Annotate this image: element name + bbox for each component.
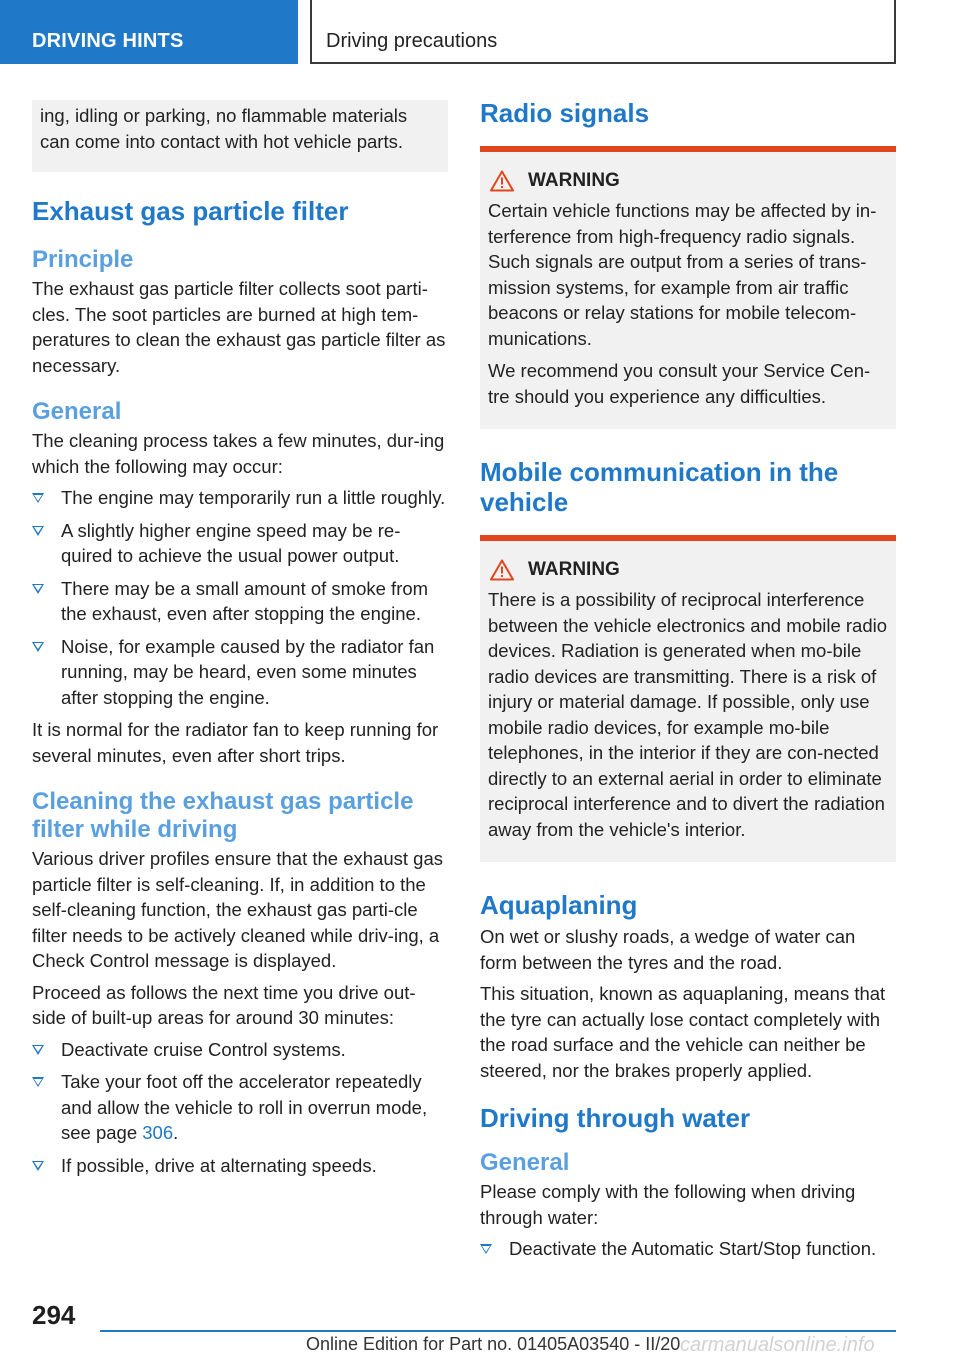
warning-box-radio — [480, 146, 896, 429]
cleaning-text: Various driver profiles ensure that the exhaust gas particle filter is self-cleaning. If, in addition to the self-cleaning function, the exhaust gas parti-cle filter needs to be actively cleaned while driv-ing, a Check Control message is displayed. — [32, 848, 443, 971]
bullet-triangle-icon — [32, 642, 44, 652]
list-item: A slightly higher engine speed may be re-quired to achieve the usual power output. — [32, 518, 448, 569]
cleaning-text-2: Proceed as follows the next time you drive out-side of built-up areas for around 30 minutes: — [32, 981, 416, 1028]
bullet-triangle-icon — [32, 1045, 44, 1055]
bullet-triangle-icon — [32, 1161, 44, 1171]
warning-text: Certain vehicle functions may be affected by in-terference from high-frequency radio signals. Such signals are output from a series of trans-mission systems, for example from air traffic beacons or relay stations for mobile telecom-munications. — [488, 200, 877, 349]
subsection-title-general: General — [32, 398, 122, 425]
warning-label: WARNING — [528, 559, 620, 580]
warning-triangle-icon — [490, 170, 514, 192]
header-section-label: DRIVING HINTS — [0, 0, 298, 64]
warning-header — [490, 170, 888, 192]
warning-header — [490, 559, 888, 581]
right-column — [480, 98, 896, 1269]
section-title-water: Driving through water — [480, 1103, 751, 1133]
section-title-dpf: Exhaust gas particle filter — [32, 196, 349, 226]
watermark: carmanualsonline.info — [680, 1334, 875, 1356]
warning-label: WARNING — [528, 170, 620, 191]
bullet-triangle-icon — [32, 1077, 44, 1087]
aquaplaning-text: On wet or slushy roads, a wedge of water can form between the tyres and the road. — [480, 926, 856, 973]
bullet-triangle-icon — [32, 526, 44, 536]
subsection-title-general-water: General — [480, 1149, 570, 1176]
warning-text: We recommend you consult your Service Cen-tre should you experience any difficulties. — [488, 360, 871, 407]
bullet-triangle-icon — [32, 584, 44, 594]
section-title-mobile: Mobile communication in the vehicle — [480, 457, 839, 517]
subsection-title-principle: Principle — [32, 246, 134, 273]
list-item: If possible, drive at alternating speeds. — [32, 1153, 448, 1179]
bullet-triangle-icon — [480, 1244, 492, 1254]
section-title-aquaplaning: Aquaplaning — [480, 890, 638, 920]
general-text: The cleaning process takes a few minutes, dur-ing which the following may occur: — [32, 430, 445, 477]
page-link-306[interactable]: 306 — [142, 1122, 174, 1143]
list-item: There may be a small amount of smoke from the exhaust, even after stopping the engine. — [32, 576, 448, 627]
warning-triangle-icon — [490, 559, 514, 581]
general-note: It is normal for the radiator fan to keep running for several minutes, even after short trips. — [32, 719, 439, 766]
footer-divider — [100, 1330, 896, 1332]
header-chapter-title: Driving precautions — [310, 0, 896, 64]
footer-edition: Online Edition for Part no. 01405A03540 - II/20 — [306, 1334, 681, 1354]
continued-text: ing, idling or parking, no flammable materials can come into contact with hot vehicle parts. — [40, 105, 408, 152]
principle-text: The exhaust gas particle filter collects soot parti-cles. The soot particles are burned at high tem-peratures to clean the exhaust gas particle filter as necessary. — [32, 278, 446, 376]
list-item: Noise, for example caused by the radiator fan running, may be heard, even some minutes after stopping the engine. — [32, 634, 448, 711]
page-number: 294 — [32, 1300, 76, 1330]
continued-note-box — [32, 100, 448, 172]
subsection-title-cleaning: Cleaning the exhaust gas particle filter while driving — [32, 788, 414, 843]
section-title-radio: Radio signals — [480, 98, 650, 128]
left-column — [32, 100, 448, 1185]
warning-text: There is a possibility of reciprocal interference between the vehicle electronics and mobile radio devices. Radiation is generated when mo-bile radio devices are transmitting. There is a risk of injury or material damage. If possible, only use mobile radio devices, for example mo-bile telephones, in the interior if they are con-nected directly to an external aerial in order to eliminate reciprocal interference and to divert the radiation away from the vehicle's interior. — [488, 589, 888, 840]
list-item: The engine may temporarily run a little roughly. — [32, 485, 448, 511]
aquaplaning-text-2: This situation, known as aquaplaning, means that the tyre can actually lose contact completely with the road surface and the vehicle can neither be steered, nor the brakes properly applied. — [480, 983, 886, 1081]
list-item: Deactivate the Automatic Start/Stop function. — [480, 1236, 896, 1262]
bullet-triangle-icon — [32, 493, 44, 503]
warning-box-mobile — [480, 535, 896, 862]
list-item: Deactivate cruise Control systems. — [32, 1037, 448, 1063]
water-general-text: Please comply with the following when driving through water: — [480, 1181, 856, 1228]
list-item: Take your foot off the accelerator repeatedly and allow the vehicle to roll in overrun mode, see page 306. — [32, 1069, 448, 1146]
